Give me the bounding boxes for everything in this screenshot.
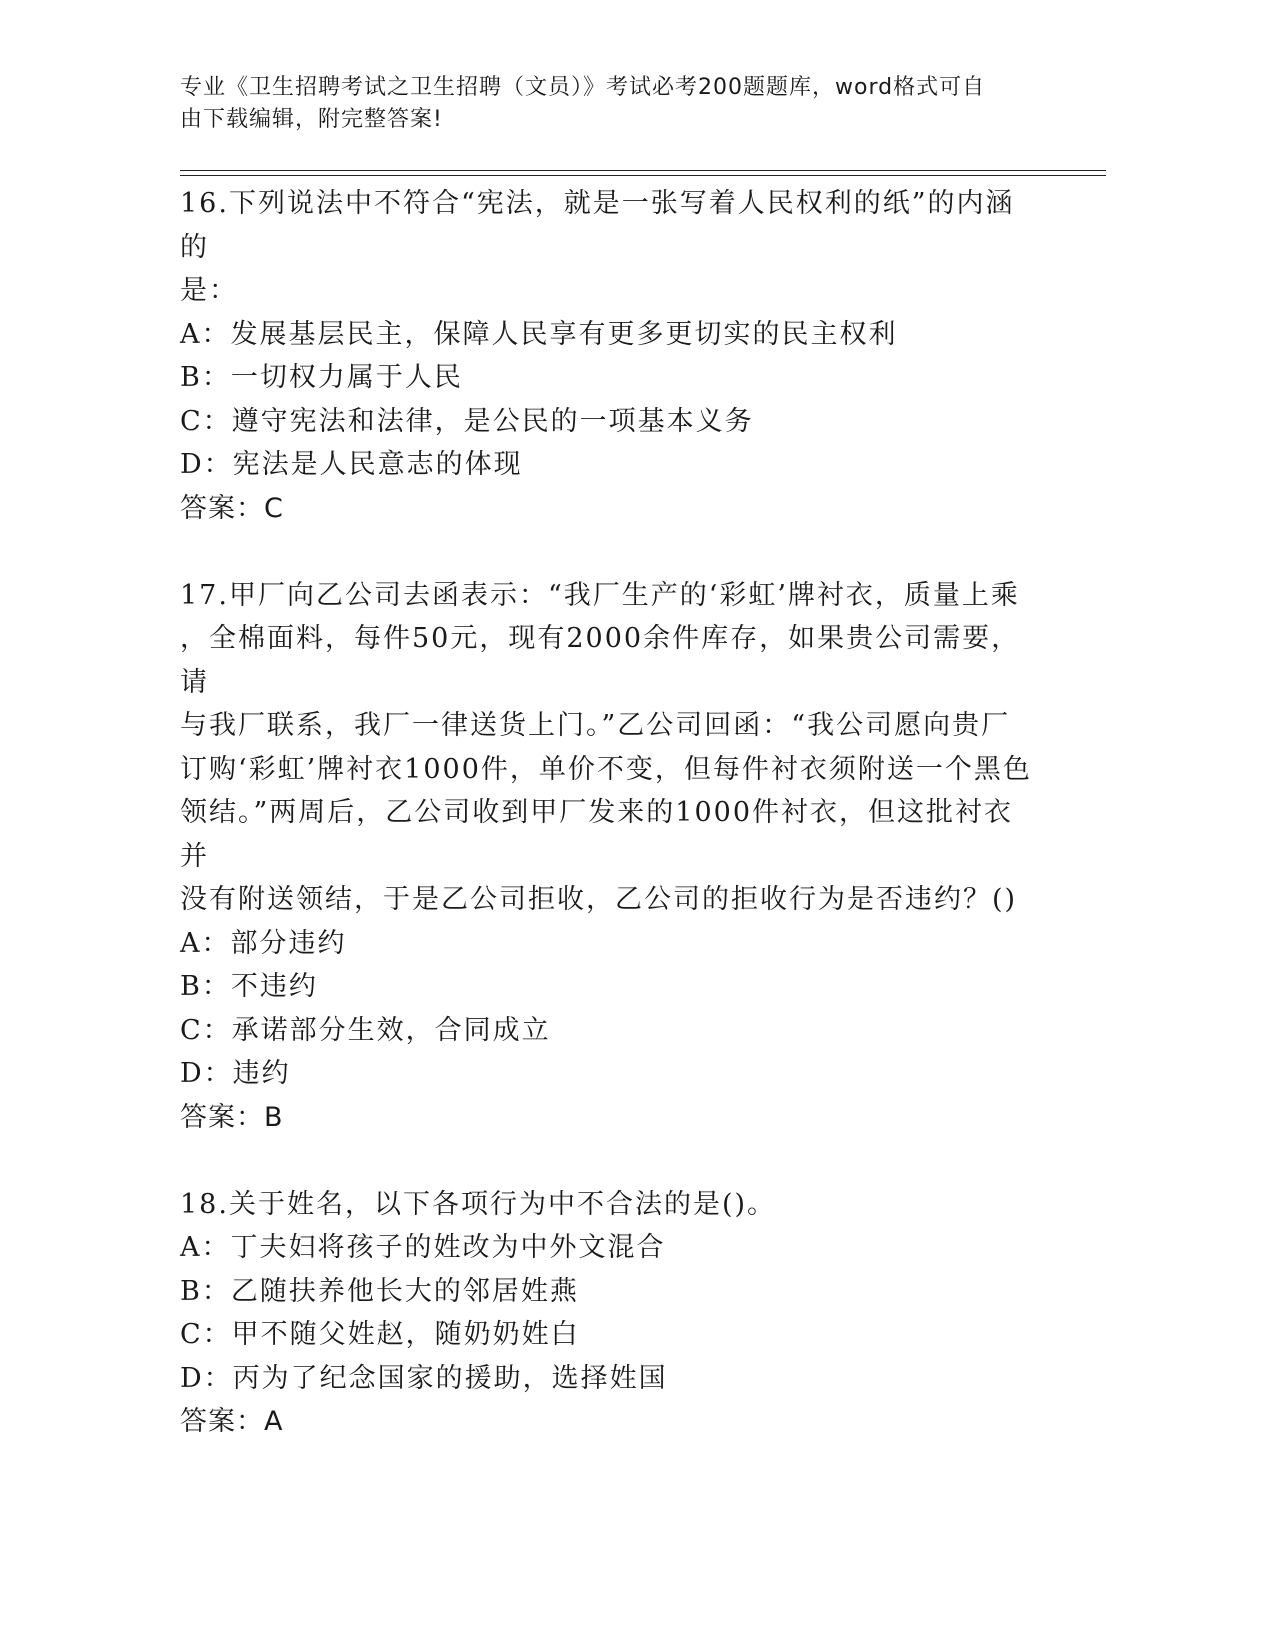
question-stem-line: 16.下列说法中不符合“宪法，就是一张写着人民权利的纸”的内涵的 <box>180 188 1015 263</box>
document-header <box>180 72 1040 136</box>
header-line-2: 由下载编辑，附完整答案! <box>180 107 443 132</box>
header-divider-bottom <box>180 175 1106 176</box>
question-spacer <box>180 530 1040 574</box>
question-16 <box>180 182 1040 530</box>
option-a: A：部分违约 <box>180 927 347 959</box>
option-c: C：甲不随父姓赵，随奶奶姓白 <box>180 1319 580 1350</box>
question-stem-line: 17.甲厂向乙公司去函表示：“我厂生产的‘彩虹’牌衬衣，质量上乘 <box>180 579 1020 611</box>
answer-line: 答案：C <box>180 492 284 524</box>
answer-line: 答案：B <box>180 1101 284 1133</box>
option-d: D：丙为了纪念国家的援助，选择姓国 <box>180 1362 668 1394</box>
option-d: D：违约 <box>180 1058 291 1089</box>
question-stem-line: 是： <box>180 275 238 306</box>
question-spacer <box>180 1139 1040 1183</box>
option-c: C：承诺部分生效，合同成立 <box>180 1014 551 1046</box>
question-17 <box>180 574 1040 1140</box>
question-list <box>180 182 1040 1444</box>
answer-line: 答案：A <box>180 1406 284 1437</box>
question-stem-line: ，全棉面料，每件50元，现有2000余件库存，如果贵公司需要，请 <box>180 623 1021 698</box>
option-a: A：丁夫妇将孩子的姓改为中外文混合 <box>180 1232 666 1263</box>
question-stem-line: 订购‘彩虹’牌衬衣1000件，单价不变，但每件衬衣须附送一个黑色 <box>180 753 1032 785</box>
option-c: C：遵守宪法和法律，是公民的一项基本义务 <box>180 405 754 437</box>
option-b: B：不违约 <box>180 971 318 1002</box>
header-line-1: 专业《卫生招聘考试之卫生招聘（文员）》考试必考200题题库，word格式可自 <box>180 75 986 100</box>
header-divider-top <box>180 170 1106 171</box>
question-stem-line: 18.关于姓名，以下各项行为中不合法的是()。 <box>180 1188 777 1220</box>
option-b: B：乙随扶养他长大的邻居姓燕 <box>180 1275 579 1307</box>
option-d: D：宪法是人民意志的体现 <box>180 449 523 480</box>
question-stem-line: 没有附送领结，于是乙公司拒收，乙公司的拒收行为是否违约？() <box>180 884 1018 915</box>
option-b: B：一切权力属于人民 <box>180 362 463 393</box>
question-18 <box>180 1183 1040 1444</box>
question-stem-line: 与我厂联系，我厂一律送货上门。”乙公司回函：“我公司愿向贵厂 <box>180 710 1011 741</box>
question-stem-line: 领结。”两周后，乙公司收到甲厂发来的1000件衬衣，但这批衬衣并 <box>180 797 1014 872</box>
option-a: A：发展基层民主，保障人民享有更多更切实的民主权利 <box>180 318 898 350</box>
